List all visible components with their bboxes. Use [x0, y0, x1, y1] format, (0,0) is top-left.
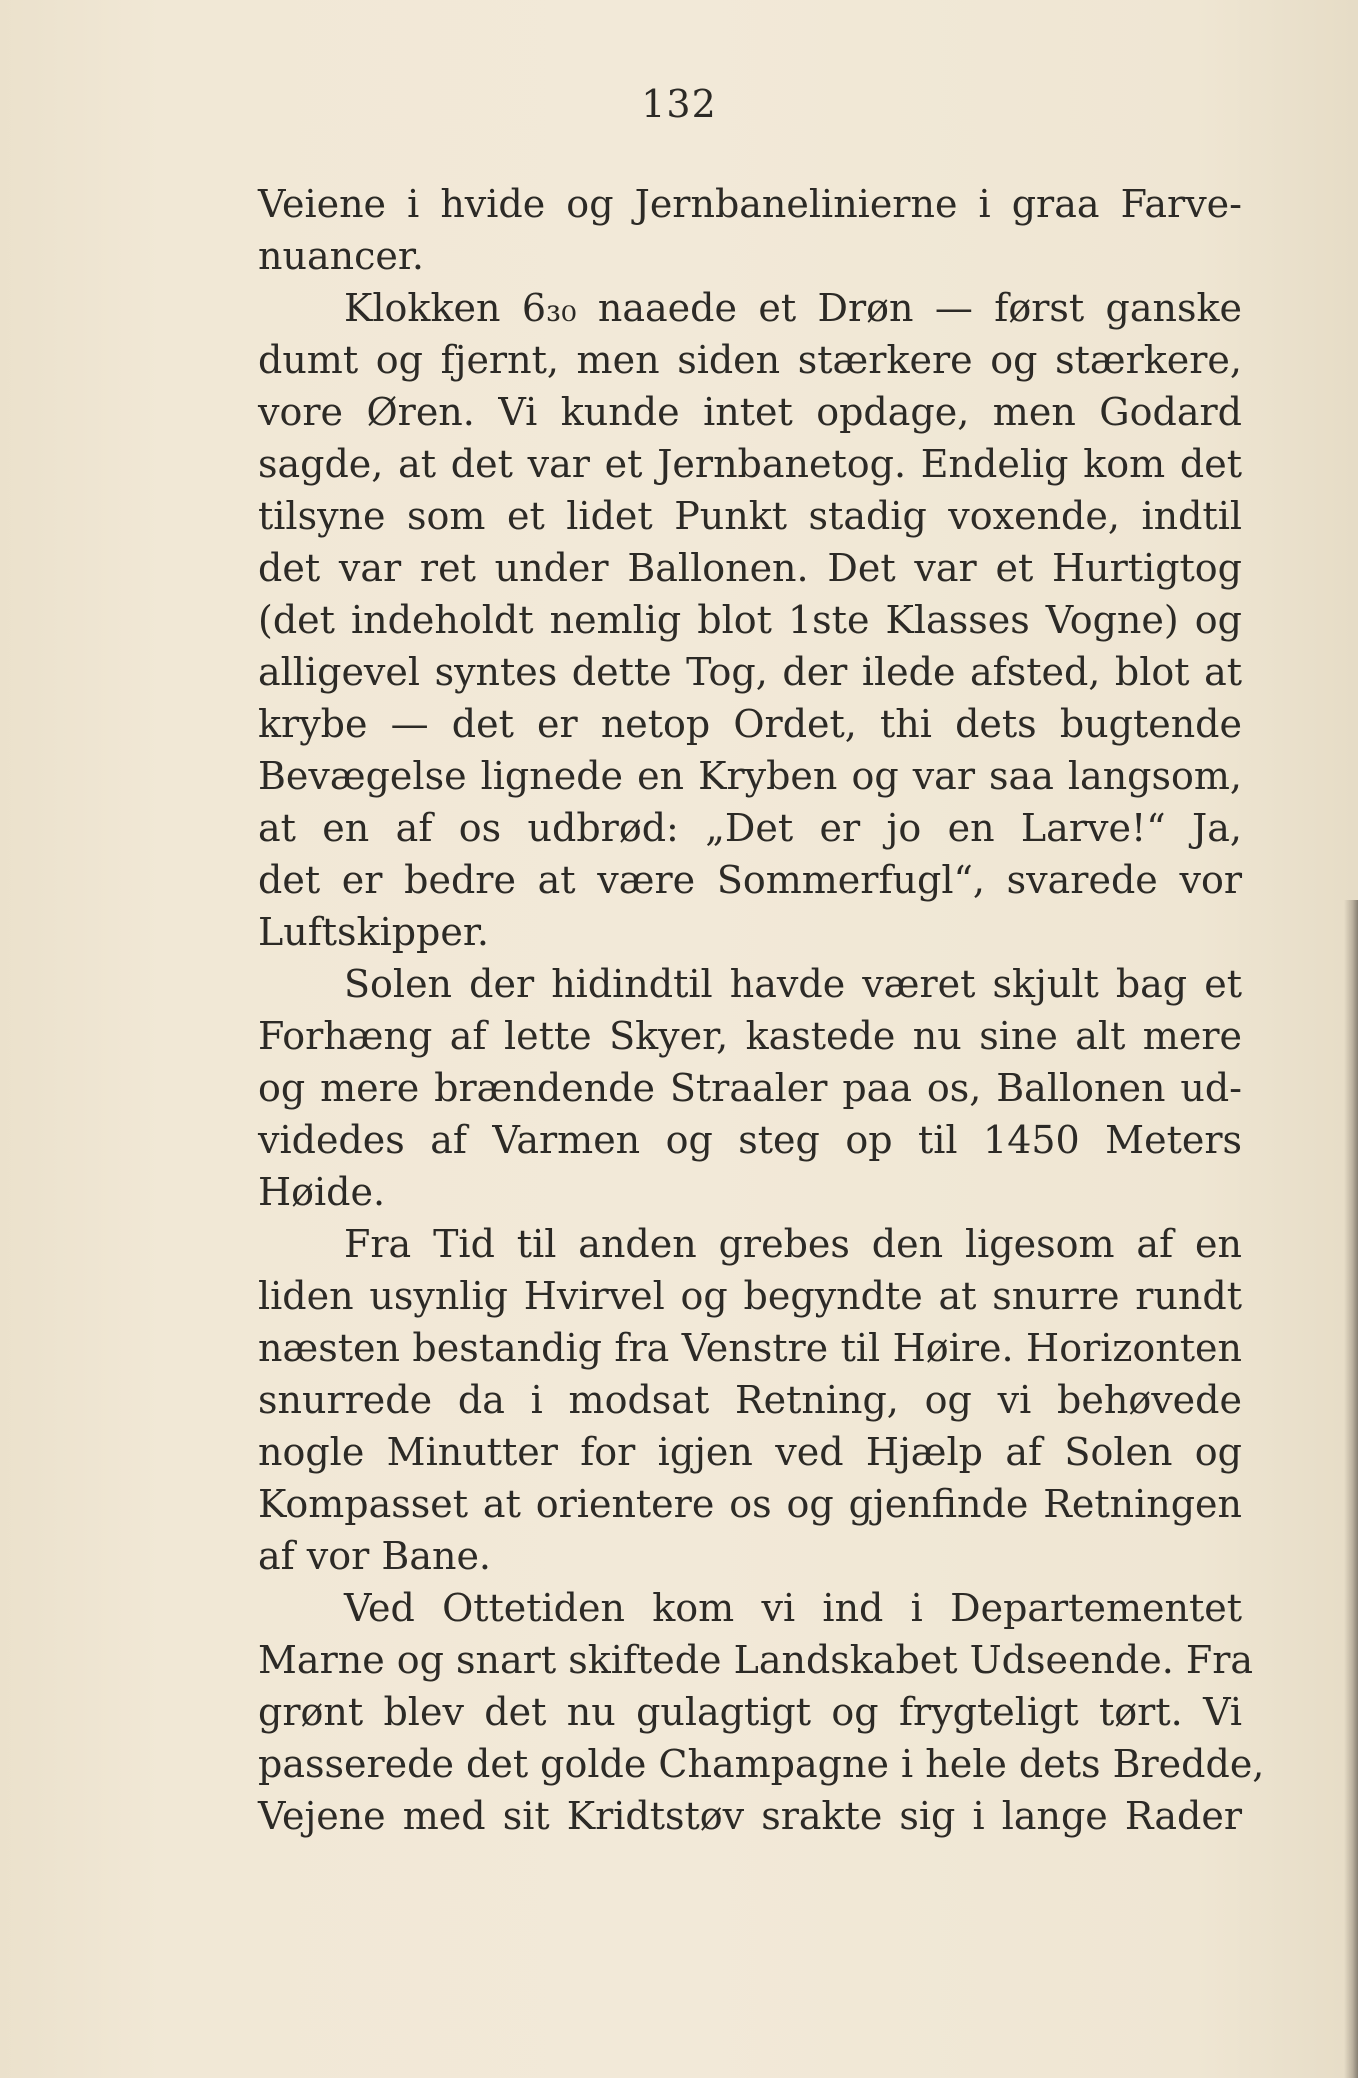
text-line: Høide. — [258, 1170, 386, 1214]
text-line: Marne og snart skiftede Landskabet Udseende. Fra — [258, 1638, 1254, 1682]
text-line: liden usynlig Hvirvel og begyndte at snurre rundt — [258, 1274, 1242, 1318]
text-line: dumt og fjernt, men siden stærkere og stærkere, — [258, 338, 1242, 382]
page-number: 132 — [641, 82, 717, 126]
page-edge-shadow — [1344, 900, 1358, 2078]
text-line: det er bedre at være Sommerfugl“, svarede vor — [258, 858, 1242, 902]
text-line: af vor Bane. — [258, 1534, 492, 1578]
text-line: og mere brændende Straaler paa os, Ballonen ud- — [258, 1066, 1242, 1110]
text-line: Fra Tid til anden grebes den ligesom af en — [344, 1222, 1242, 1266]
text-line: Klokken 6₃₀ naaede et Drøn — først ganske — [344, 286, 1242, 330]
text-line: sagde, at det var et Jernbanetog. Endelig kom det — [258, 442, 1242, 486]
text-line: (det indeholdt nemlig blot 1ste Klasses Vogne) og — [258, 598, 1242, 642]
text-line: nogle Minutter for igjen ved Hjælp af Solen og — [258, 1430, 1242, 1474]
text-line: Ved Ottetiden kom vi ind i Departementet — [344, 1586, 1242, 1630]
text-line: snurrede da i modsat Retning, og vi behøvede — [258, 1378, 1242, 1422]
text-line: videdes af Varmen og steg op til 1450 Meters — [258, 1118, 1242, 1162]
text-line: grønt blev det nu gulagtigt og frygteligt tørt. Vi — [258, 1690, 1242, 1734]
text-line: det var ret under Ballonen. Det var et Hurtigtog — [258, 546, 1242, 590]
text-line: Veiene i hvide og Jernbanelinierne i graa Farve- — [258, 182, 1242, 226]
text-line: alligevel syntes dette Tog, der ilede afsted, blot at — [258, 650, 1242, 694]
body-text — [258, 178, 1265, 1842]
text-line: Kompasset at orientere os og gjenfinde Retningen — [258, 1482, 1242, 1526]
text-line: krybe — det er netop Ordet, thi dets bugtende — [258, 702, 1242, 746]
text-line: passerede det golde Champagne i hele dets Bredde, — [258, 1742, 1265, 1786]
text-line: nuancer. — [258, 234, 424, 278]
text-line: Forhæng af lette Skyer, kastede nu sine alt mere — [258, 1014, 1242, 1058]
text-line: at en af os udbrød: „Det er jo en Larve!“ Ja, — [258, 806, 1242, 850]
text-line: tilsyne som et lidet Punkt stadig voxende, indtil — [258, 494, 1242, 538]
text-line: næsten bestandig fra Venstre til Høire. Horizonten — [258, 1326, 1242, 1370]
text-line: Bevægelse lignede en Kryben og var saa langsom, — [258, 754, 1242, 798]
text-line: Luftskipper. — [258, 910, 489, 954]
text-line: Vejene med sit Kridtstøv srakte sig i lange Rader — [258, 1794, 1242, 1838]
text-line: vore Øren. Vi kunde intet opdage, men Godard — [258, 390, 1242, 434]
text-line: Solen der hidindtil havde været skjult bag et — [344, 962, 1242, 1006]
